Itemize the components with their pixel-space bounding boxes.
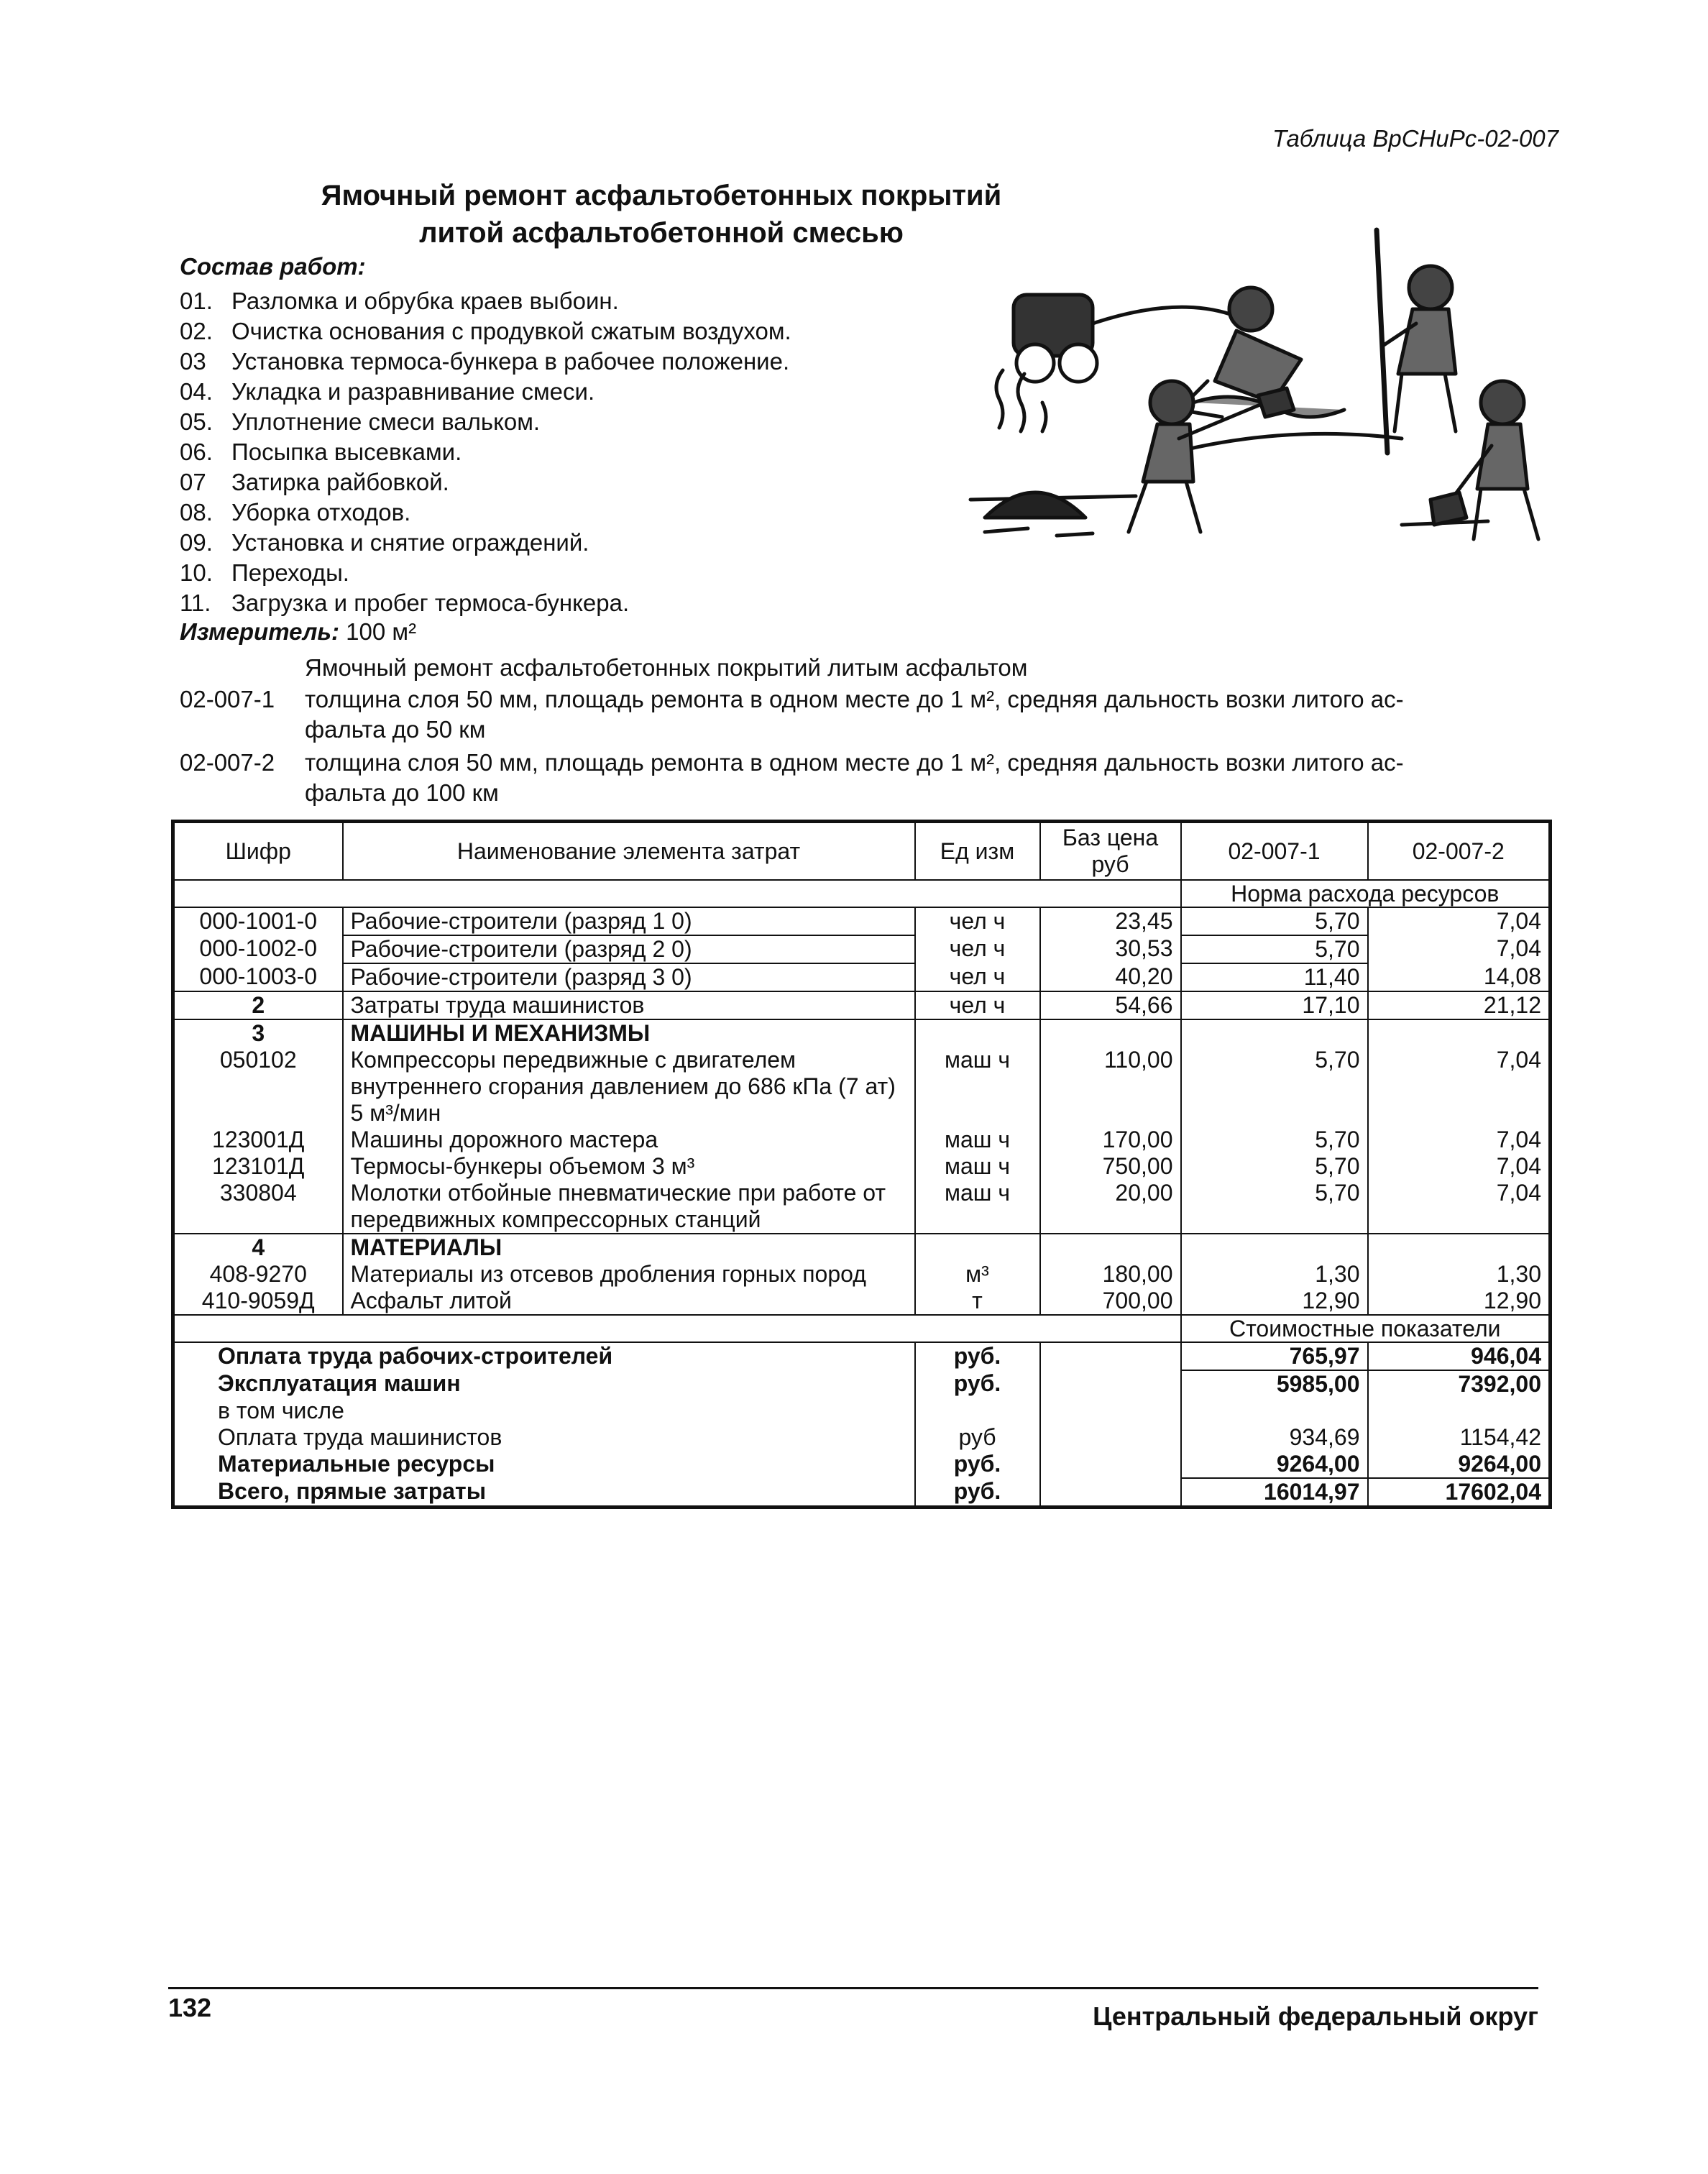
list-item: 10. Переходы. (180, 559, 349, 586)
table-header-row (173, 822, 1551, 881)
table-row: 3 МАШИНЫ И МЕХАНИЗМЫ (173, 1019, 1551, 1047)
variant-code: 02-007-2 (180, 749, 275, 776)
section-norm-label: Норма расхода ресурсов (1181, 880, 1551, 907)
list-item: 02. Очистка основания с продувкой сжатым воздухом. (180, 318, 791, 344)
footer-divider (168, 1987, 1538, 1989)
table-row: Всего, прямые затраты руб. 16014,97 17602,04 (173, 1478, 1551, 1508)
section-cost-label: Стоимостные показатели (1181, 1315, 1551, 1342)
table-row: 000-1002-0 Рабочие-строители (разряд 2 0) чел ч 30,53 5,70 7,04 (173, 935, 1551, 963)
variant-2 (180, 748, 1567, 808)
header-col2: 02-007-2 (1368, 822, 1551, 881)
list-item: 09. Установка и снятие ограждений. (180, 529, 589, 556)
list-item: 04. Укладка и разравнивание смеси. (180, 378, 595, 405)
table-row: 408-9270 Материалы из отсевов дробления горных пород м³ 180,00 1,30 1,30 (173, 1261, 1551, 1288)
variant-description: толщина слоя 50 мм, площадь ремонта в одном месте до 1 м², средняя дальность возки литого ас- фальта до 100 км (305, 749, 1404, 806)
table-row: 330804 Молотки отбойные пневматические при работе от передвижных компрессорных станций маш ч 20,00 5,70 7,04 (173, 1180, 1551, 1234)
table-row: 000-1003-0 Рабочие-строители (разряд 3 0) чел ч 40,20 11,40 14,08 (173, 963, 1551, 991)
header-col1: 02-007-1 (1181, 822, 1368, 881)
table-row: 410-9059Д Асфальт литой т 700,00 12,90 12,90 (173, 1288, 1551, 1315)
variant-code: 02-007-1 (180, 686, 275, 712)
footer-region: Центральный федеральный округ (1093, 2001, 1538, 2031)
header-name: Наименование элемента затрат (343, 822, 915, 881)
section-norm-row (173, 880, 1551, 907)
list-item: 07 Затирка райбовкой. (180, 469, 449, 495)
road-workers-illustration (956, 216, 1567, 590)
list-item: 03 Установка термоса-бункера в рабочее положение. (180, 348, 790, 375)
table-row: 123001Д Машины дорожного мастера маш ч 170,00 5,70 7,04 (173, 1127, 1551, 1153)
table-row: 123101Д Термосы-бункеры объемом 3 м³ маш ч 750,00 5,70 7,04 (173, 1153, 1551, 1180)
list-item: 05. Уплотнение смеси вальком. (180, 408, 541, 435)
list-item: 11. Загрузка и пробег термоса-бункера. (180, 590, 630, 616)
table-row: Материальные ресурсы руб. 9264,00 9264,00 (173, 1451, 1551, 1478)
table-row: в том числе (173, 1398, 1551, 1424)
table-row: Оплата труда машинистов руб 934,69 1154,42 (173, 1424, 1551, 1451)
list-item: 01. Разломка и обрубка краев выбоин. (180, 288, 619, 314)
page-number: 132 (168, 1993, 212, 2022)
resource-table (171, 820, 1552, 1509)
header-price: Баз цена руб (1040, 822, 1181, 881)
variant-1 (180, 684, 1567, 745)
table-row: 2 Затраты труда машинистов чел ч 54,66 17,10 21,12 (173, 991, 1551, 1019)
title-line-2: литой асфальтобетонной смесью (419, 217, 904, 249)
measure (180, 618, 416, 646)
section-cost-row (173, 1315, 1551, 1342)
table-row: Оплата труда рабочих-строителей руб. 765,97 946,04 (173, 1342, 1551, 1370)
measure-value: 100 м² (346, 618, 417, 645)
table-id: Таблица ВрСНиРс-02-007 (1272, 125, 1558, 152)
variant-description: толщина слоя 50 мм, площадь ремонта в одном месте до 1 м², средняя дальность возки литого ас- фальта до 50 км (305, 686, 1404, 743)
header-unit: Ед изм (915, 822, 1040, 881)
table-row: 050102 Компрессоры передвижные с двигателем внутреннего сгорания давлением до 686 кПа (7 ат) 5 м³/мин маш ч 110,00 5,70 7,04 (173, 1047, 1551, 1127)
title-line-1: Ямочный ремонт асфальтобетонных покрытий (321, 180, 1002, 211)
table-row: 000-1001-0 Рабочие-строители (разряд 1 0) чел ч 23,45 5,70 7,04 (173, 907, 1551, 935)
work-composition-header: Состав работ: (180, 253, 366, 280)
table-row: 4 МАТЕРИАЛЫ (173, 1234, 1551, 1261)
measure-label: Измеритель: (180, 618, 339, 645)
header-code: Шифр (173, 822, 343, 881)
work-list (180, 286, 791, 618)
list-item: 06. Посыпка высевками. (180, 439, 462, 465)
table-row: Эксплуатация машин руб. 5985,00 7392,00 (173, 1370, 1551, 1398)
variants-intro: Ямочный ремонт асфальтобетонных покрытий литым асфальтом (305, 654, 1028, 681)
list-item: 08. Уборка отходов. (180, 499, 411, 526)
